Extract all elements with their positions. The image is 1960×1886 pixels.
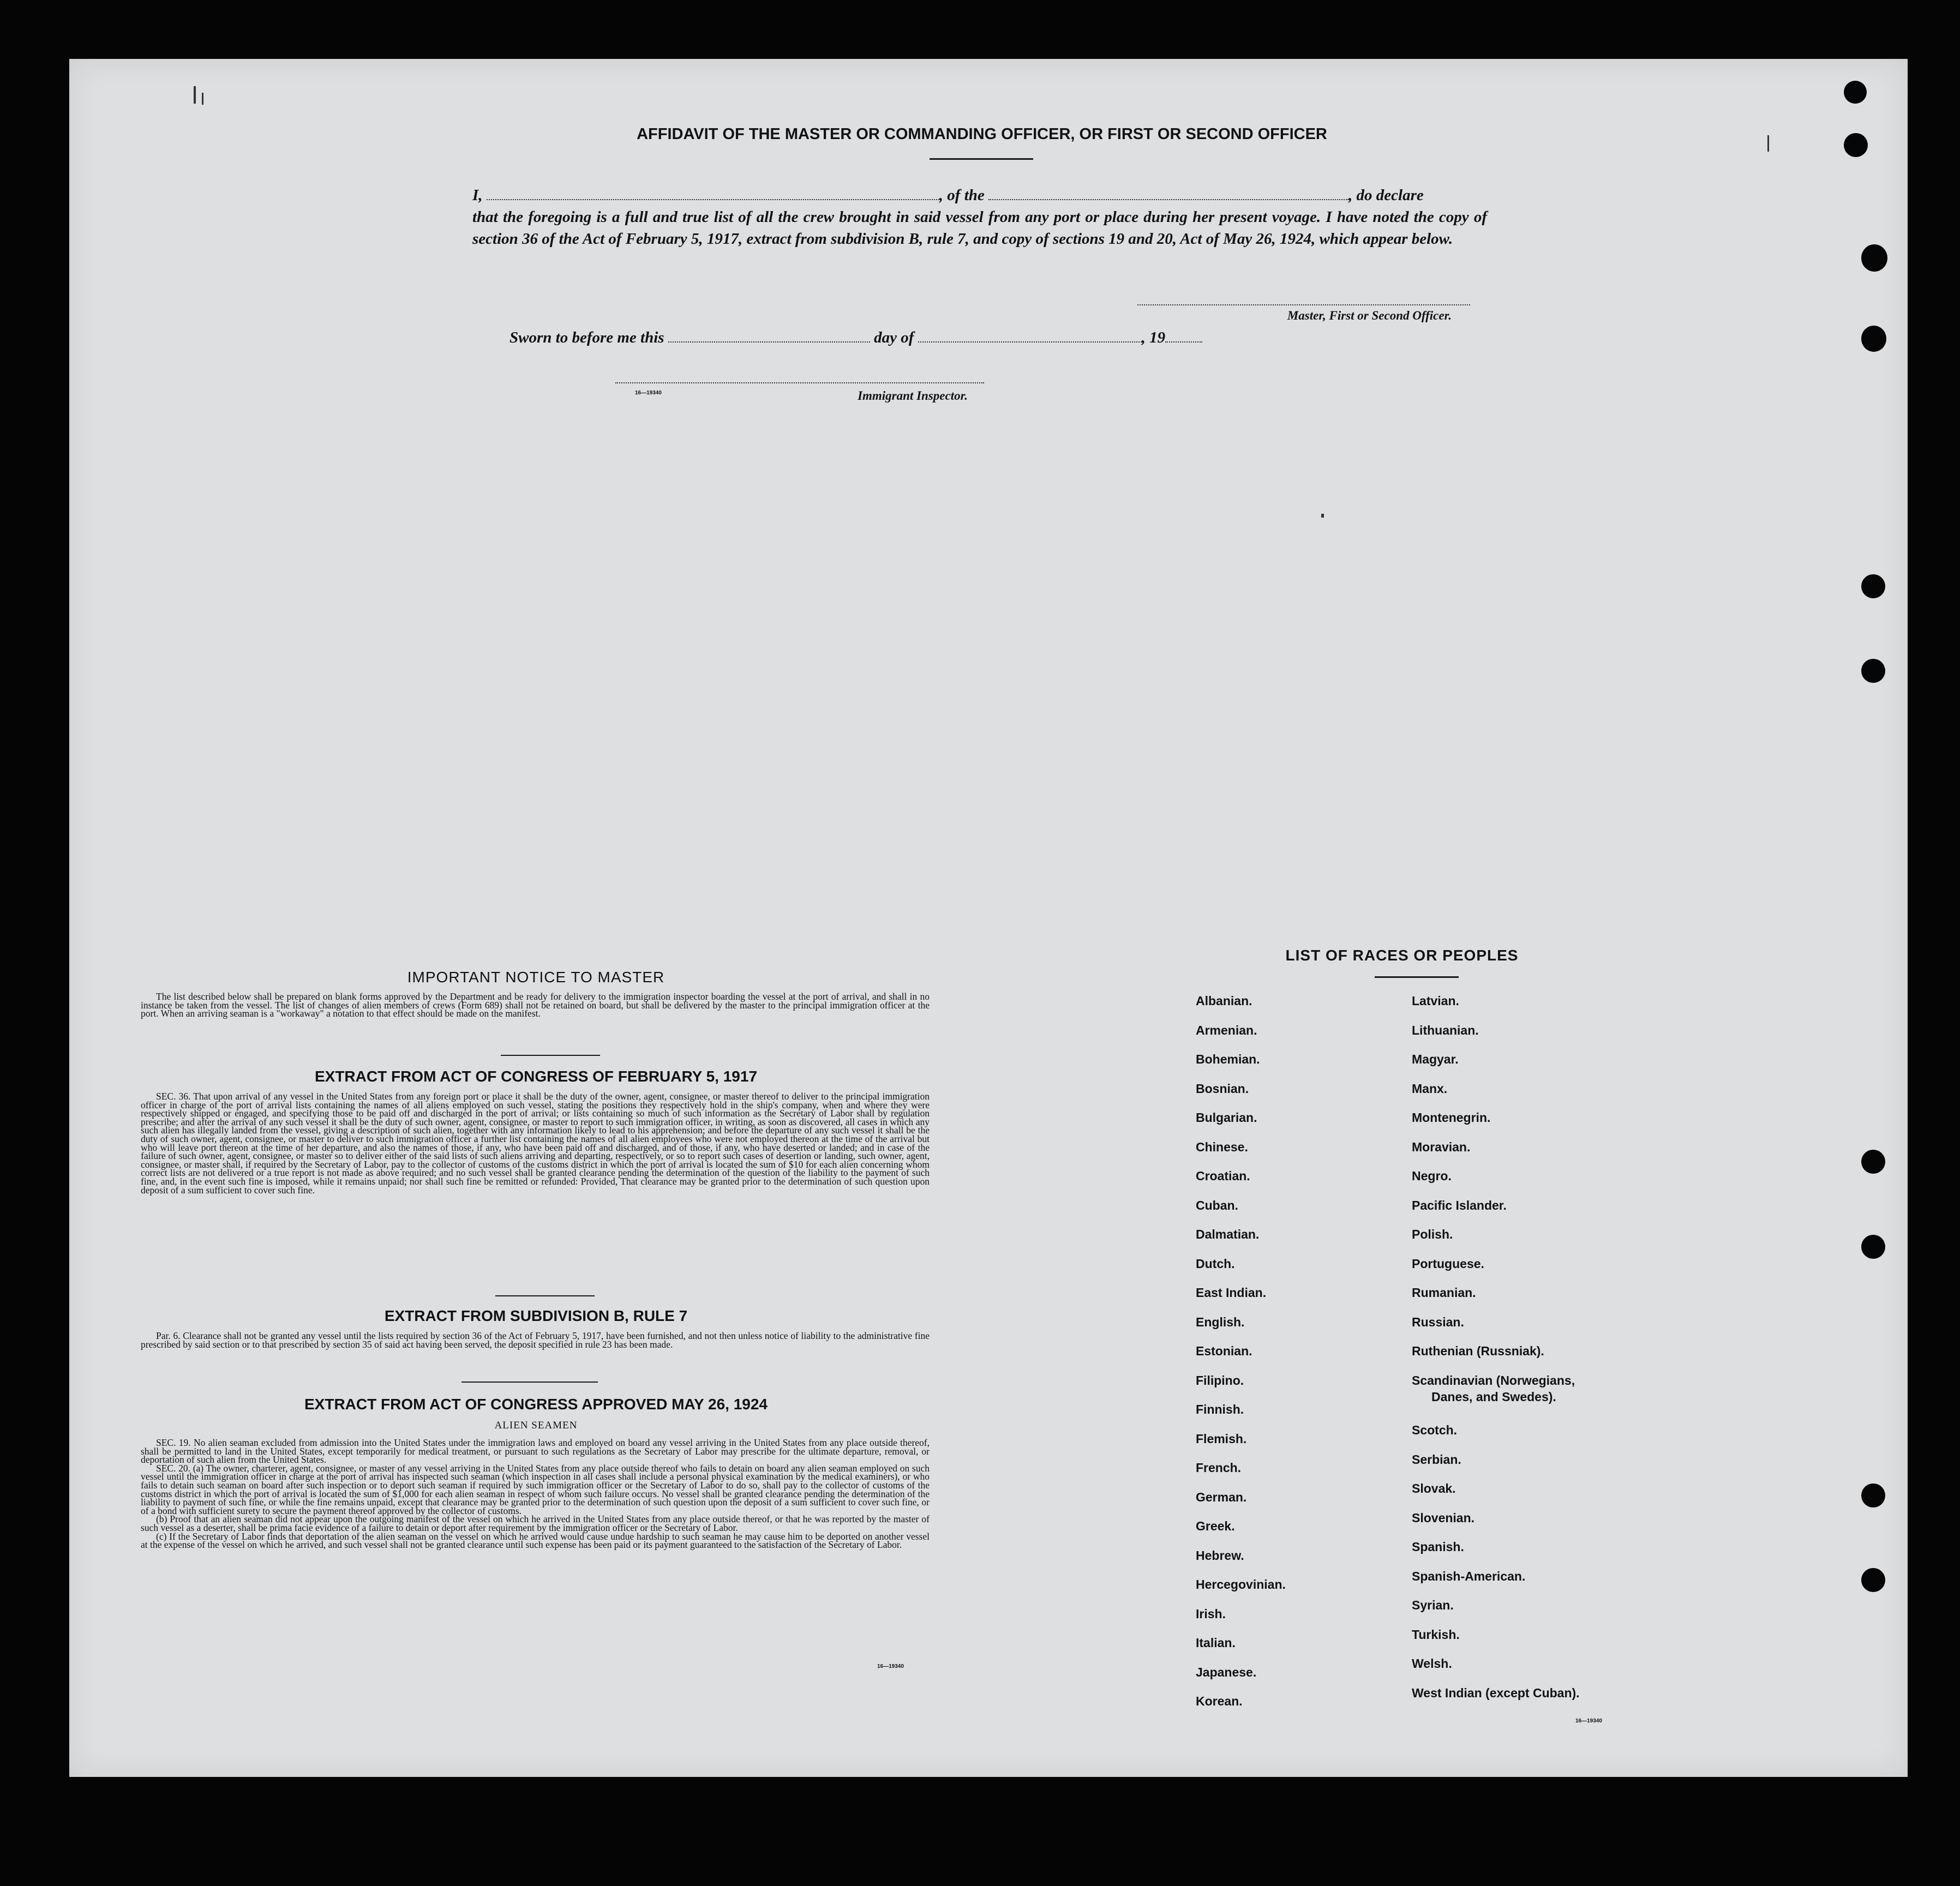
races-title-underline	[1375, 976, 1459, 978]
race-item: Negro.	[1412, 1169, 1452, 1183]
race-item: Moravian.	[1412, 1139, 1471, 1154]
punch-hole	[1861, 1150, 1885, 1174]
race-item: Polish.	[1412, 1227, 1453, 1241]
master-signature-field[interactable]	[1137, 301, 1470, 305]
form-code: 16—19340	[635, 390, 662, 396]
extract-1924-text	[141, 1439, 930, 1549]
race-item: Japanese.	[1196, 1665, 1257, 1679]
sworn-line	[510, 327, 1202, 347]
scan-mark	[1767, 135, 1769, 152]
declarant-name-field[interactable]	[487, 185, 939, 200]
race-item: Welsh.	[1412, 1656, 1452, 1671]
race-item: Slovenian.	[1412, 1510, 1475, 1525]
sec20b-paragraph: (b) Proof that an alien seaman did not appear upon the outgoing manifest of the vessel on which he arrived in the United States from any place outside thereof, or that he was reported by the master of such vessel as a deserter, shall be prima facie evidence of a failure to detain or deport after requirement by the immigration officer or the Secretary of Labor.	[141, 1513, 930, 1533]
race-item: Albanian.	[1196, 994, 1252, 1008]
declaration-body: that the foregoing is a full and true list of all the crew brought in said vessel from any port or place during her present voyage. I have noted the copy of section 36 of the Act of February 5, 1917, extract from subdivision B, rule 7, and copy of sections 19 and 20, Act of May 26, 1924, which appear below.	[472, 208, 1487, 248]
punch-hole	[1861, 574, 1885, 598]
race-item: Spanish.	[1412, 1540, 1464, 1554]
race-item: Rumanian.	[1412, 1286, 1476, 1300]
sec20c-paragraph: (c) If the Secretary of Labor finds that deportation of the alien seaman on the vessel on which he arrived would cause undue hardship to such seaman he may cause him to be deported on another vessel at the expense of the vessel on which he arrived, and such vessel shall not be granted clearance until such expense has been paid or its payment guaranteed to the satisfaction of the Secretary of Labor.	[141, 1530, 930, 1551]
race-item: Dutch.	[1196, 1256, 1235, 1271]
extract-1917-title: EXTRACT FROM ACT OF CONGRESS OF FEBRUARY 5, 1917	[314, 1068, 758, 1085]
race-item: Danes, and Swedes).	[1431, 1389, 1556, 1404]
inspector-label: Immigrant Inspector.	[858, 389, 968, 403]
race-item: Ruthenian (Russniak).	[1412, 1344, 1544, 1358]
declaration-mid: , of the	[939, 187, 985, 204]
sworn-day-field[interactable]	[668, 327, 870, 343]
race-item: Filipino.	[1196, 1373, 1244, 1388]
race-item: Manx.	[1412, 1081, 1448, 1096]
notice-title: IMPORTANT NOTICE TO MASTER	[407, 969, 665, 986]
punch-hole	[1861, 1235, 1885, 1259]
race-item: Portuguese.	[1412, 1256, 1484, 1271]
sworn-month-field[interactable]	[918, 327, 1142, 343]
race-item: Dalmatian.	[1196, 1227, 1260, 1241]
race-item: Korean.	[1196, 1694, 1243, 1708]
sworn-year: , 19	[1141, 329, 1166, 347]
sworn-year-field[interactable]	[1165, 327, 1202, 343]
signature-block	[1137, 301, 1470, 323]
race-item: West Indian (except Cuban).	[1412, 1685, 1580, 1700]
affidavit-title: AFFIDAVIT OF THE MASTER OR COMMANDING OFFICER, OR FIRST OR SECOND OFFICER	[637, 125, 1327, 143]
race-item: Armenian.	[1196, 1023, 1257, 1037]
race-item: Cuban.	[1196, 1198, 1238, 1212]
extract-1924-title: EXTRACT FROM ACT OF CONGRESS APPROVED MAY 26, 1924	[304, 1396, 768, 1413]
par6-paragraph: Par. 6. Clearance shall not be granted any vessel until the lists required by section 36 of the Act of February 5, 1917, have been furnished, and not then unless notice of liability to the administrative fine prescribed by said section or to that prescribed by section 35 of said act having been served, the deposit specified in rule 23 has been made.	[141, 1330, 930, 1350]
race-item: Chinese.	[1196, 1139, 1248, 1154]
race-item: Scandinavian (Norwegians,	[1412, 1373, 1575, 1388]
form-code: 16—19340	[1575, 1718, 1602, 1724]
race-item: Hebrew.	[1196, 1548, 1244, 1563]
sworn-mid: day of	[874, 329, 914, 347]
scan-mark	[202, 93, 203, 105]
race-item: Lithuanian.	[1412, 1023, 1479, 1037]
race-item: East Indian.	[1196, 1286, 1267, 1300]
punch-hole	[1861, 659, 1885, 683]
race-item: Latvian.	[1412, 994, 1459, 1008]
scan-mark	[1321, 514, 1324, 518]
section-divider	[501, 1055, 600, 1056]
section-divider	[461, 1382, 598, 1383]
form-code: 16—19340	[877, 1663, 904, 1669]
extract-rule7-title: EXTRACT FROM SUBDIVISION B, RULE 7	[384, 1307, 688, 1324]
notice-text	[141, 993, 930, 1018]
declaration-start: I,	[472, 187, 483, 204]
inspector-signature-field[interactable]	[615, 380, 984, 383]
race-item: English.	[1196, 1314, 1245, 1329]
race-item: Flemish.	[1196, 1431, 1247, 1446]
notice-paragraph: The list described below shall be prepared on blank forms approved by the Department and be ready for delivery to the immigration inspector boarding the vessel at the port of arrival, and shall in no instance be taken from the vessel. The list of changes of alien members of crews (Form 689) shall not be retained on board, but shall be delivered by the master to the principal immigration officer at the port. When an arriving seaman is a "workaway" a notation to that effect should be made on the manifest.	[141, 991, 930, 1019]
race-item: Finnish.	[1196, 1402, 1244, 1416]
inspector-block	[615, 380, 984, 403]
race-item: Montenegrin.	[1412, 1110, 1491, 1125]
race-item: Slovak.	[1412, 1481, 1456, 1495]
race-item: Greek.	[1196, 1519, 1235, 1533]
vessel-name-field[interactable]	[988, 185, 1348, 200]
race-item: Russian.	[1412, 1314, 1464, 1329]
race-item: Italian.	[1196, 1636, 1236, 1650]
race-item: French.	[1196, 1461, 1242, 1475]
race-item: Serbian.	[1412, 1452, 1461, 1467]
extract-rule7-text	[141, 1332, 930, 1349]
race-item: Estonian.	[1196, 1344, 1252, 1358]
sec19-paragraph: SEC. 19. No alien seaman excluded from admission into the United States under the immigration laws and employed on board any vessel arriving in the United States from any place outside thereof, shall be permitted to land in the United States, except temporarily for medical treatment, or pursuant to such regulations as the Secretary of Labor may prescribe for the ultimate departure, removal, or deportation of such alien from the United States.	[141, 1437, 930, 1465]
extract-1917-text	[141, 1092, 930, 1194]
punch-hole	[1844, 133, 1868, 157]
race-item: Spanish-American.	[1412, 1569, 1526, 1583]
race-item: Bosnian.	[1196, 1081, 1249, 1096]
sec20a-paragraph: SEC. 20. (a) The owner, charterer, agent, consignee, or master of any vessel arriving in the United States from any place outside thereof who fails to detain on board any alien seaman employed on such vessel until the immigration officer in charge at the port of arrival has inspected such seaman (which inspection in all cases shall include a personal physical examination by the medical examiners), or who fails to detain such seaman on board after such inspection or to deport such seaman if required by such immigration officer or the Secretary of Labor to do so, shall pay to the collector of customs of the customs district in which the port of arrival is located the sum of $1,000 for each alien seaman in respect of whom such failure occurs. No vessel shall be granted clearance pending the determination of the liability to payment of such fine, or while the fine remains unpaid, except that clearance may be granted prior to the determination of such question upon the deposit of a sum sufficient to cover such fine, or of a bond with sufficient surety to secure the payment thereof approved by the collector of customs.	[141, 1462, 930, 1516]
race-item: Syrian.	[1412, 1598, 1454, 1612]
punch-hole	[1861, 326, 1886, 352]
signature-label: Master, First or Second Officer.	[1287, 309, 1452, 322]
scan-mark	[194, 86, 196, 104]
sec36-paragraph: SEC. 36. That upon arrival of any vessel in the United States from any foreign port or place it shall be the duty of the owner, agent, consignee, or master thereof to deliver to the principal immigration officer in charge of the port of arrival lists containing the names of all aliens employed on such vessel, stating the positions they respectively hold in the ship's company, when and where they were respectively shipped or engaged, and specifying those to be paid off and discharged in the port of arrival; or lists containing so much of such information as the Secretary of Labor shall by regulation prescribe; and after the arrival of any such vessel it shall be the duty of such owner, agent, consignee, or master to report to such immigration officer, in writing, as soon as discovered, all cases in which any such alien has illegally landed from the vessel, giving a description of such alien, together with any information likely to lead to his apprehension; and before the departure of any such vessel it shall be the duty of such owner, agent, consignee, or master to deliver to such immigration officer a further list containing the names of all alien employees who were not employed thereon at the time of the arrival but who will leave port thereon at the time of her departure, and also the names of those, if any, who have been paid off and discharged, and of those, if any, who have deserted or landed; and in case of the failure of such owner, agent, consignee, or master so to deliver either of the said lists of such aliens arriving and departing, respectively, or so to report such cases of desertion or landing, such owner, agent, consignee, or master shall, if required by the Secretary of Labor, pay to the collector of customs of the customs district in which the port of arrival is located the sum of $10 for each alien concerning whom correct lists are not delivered or a true report is not made as above required; and no such vessel shall be granted clearance pending the determination of the question of the liability to the payment of such fine, and, in the event such fine is imposed, while it remains unpaid; nor shall such fine be remitted or refunded: Provided, That clearance may be granted prior to the determination of such question upon deposit of a sum sufficient to cover such fine.	[141, 1091, 930, 1196]
race-item: Turkish.	[1412, 1627, 1460, 1642]
punch-hole	[1861, 1568, 1885, 1592]
punch-hole	[1844, 81, 1867, 104]
race-item: Hercegovinian.	[1196, 1577, 1286, 1591]
section-divider	[495, 1295, 595, 1296]
race-item: Magyar.	[1412, 1052, 1459, 1066]
race-item: Bulgarian.	[1196, 1110, 1257, 1125]
declaration-end: , do declare	[1348, 187, 1424, 204]
alien-seamen-subtitle: ALIEN SEAMEN	[494, 1420, 578, 1431]
title-underline	[930, 158, 1033, 160]
race-item: Croatian.	[1196, 1169, 1250, 1183]
race-item: Scotch.	[1412, 1423, 1458, 1437]
race-item: Pacific Islander.	[1412, 1198, 1507, 1212]
punch-hole	[1861, 1483, 1885, 1507]
race-item: German.	[1196, 1489, 1247, 1504]
affidavit-declaration	[472, 184, 1493, 250]
sworn-prefix: Sworn to before me this	[510, 329, 664, 347]
punch-hole	[1861, 244, 1887, 272]
race-item: Bohemian.	[1196, 1052, 1260, 1066]
race-item: Irish.	[1196, 1606, 1226, 1621]
races-title: LIST OF RACES OR PEOPLES	[1285, 947, 1519, 964]
